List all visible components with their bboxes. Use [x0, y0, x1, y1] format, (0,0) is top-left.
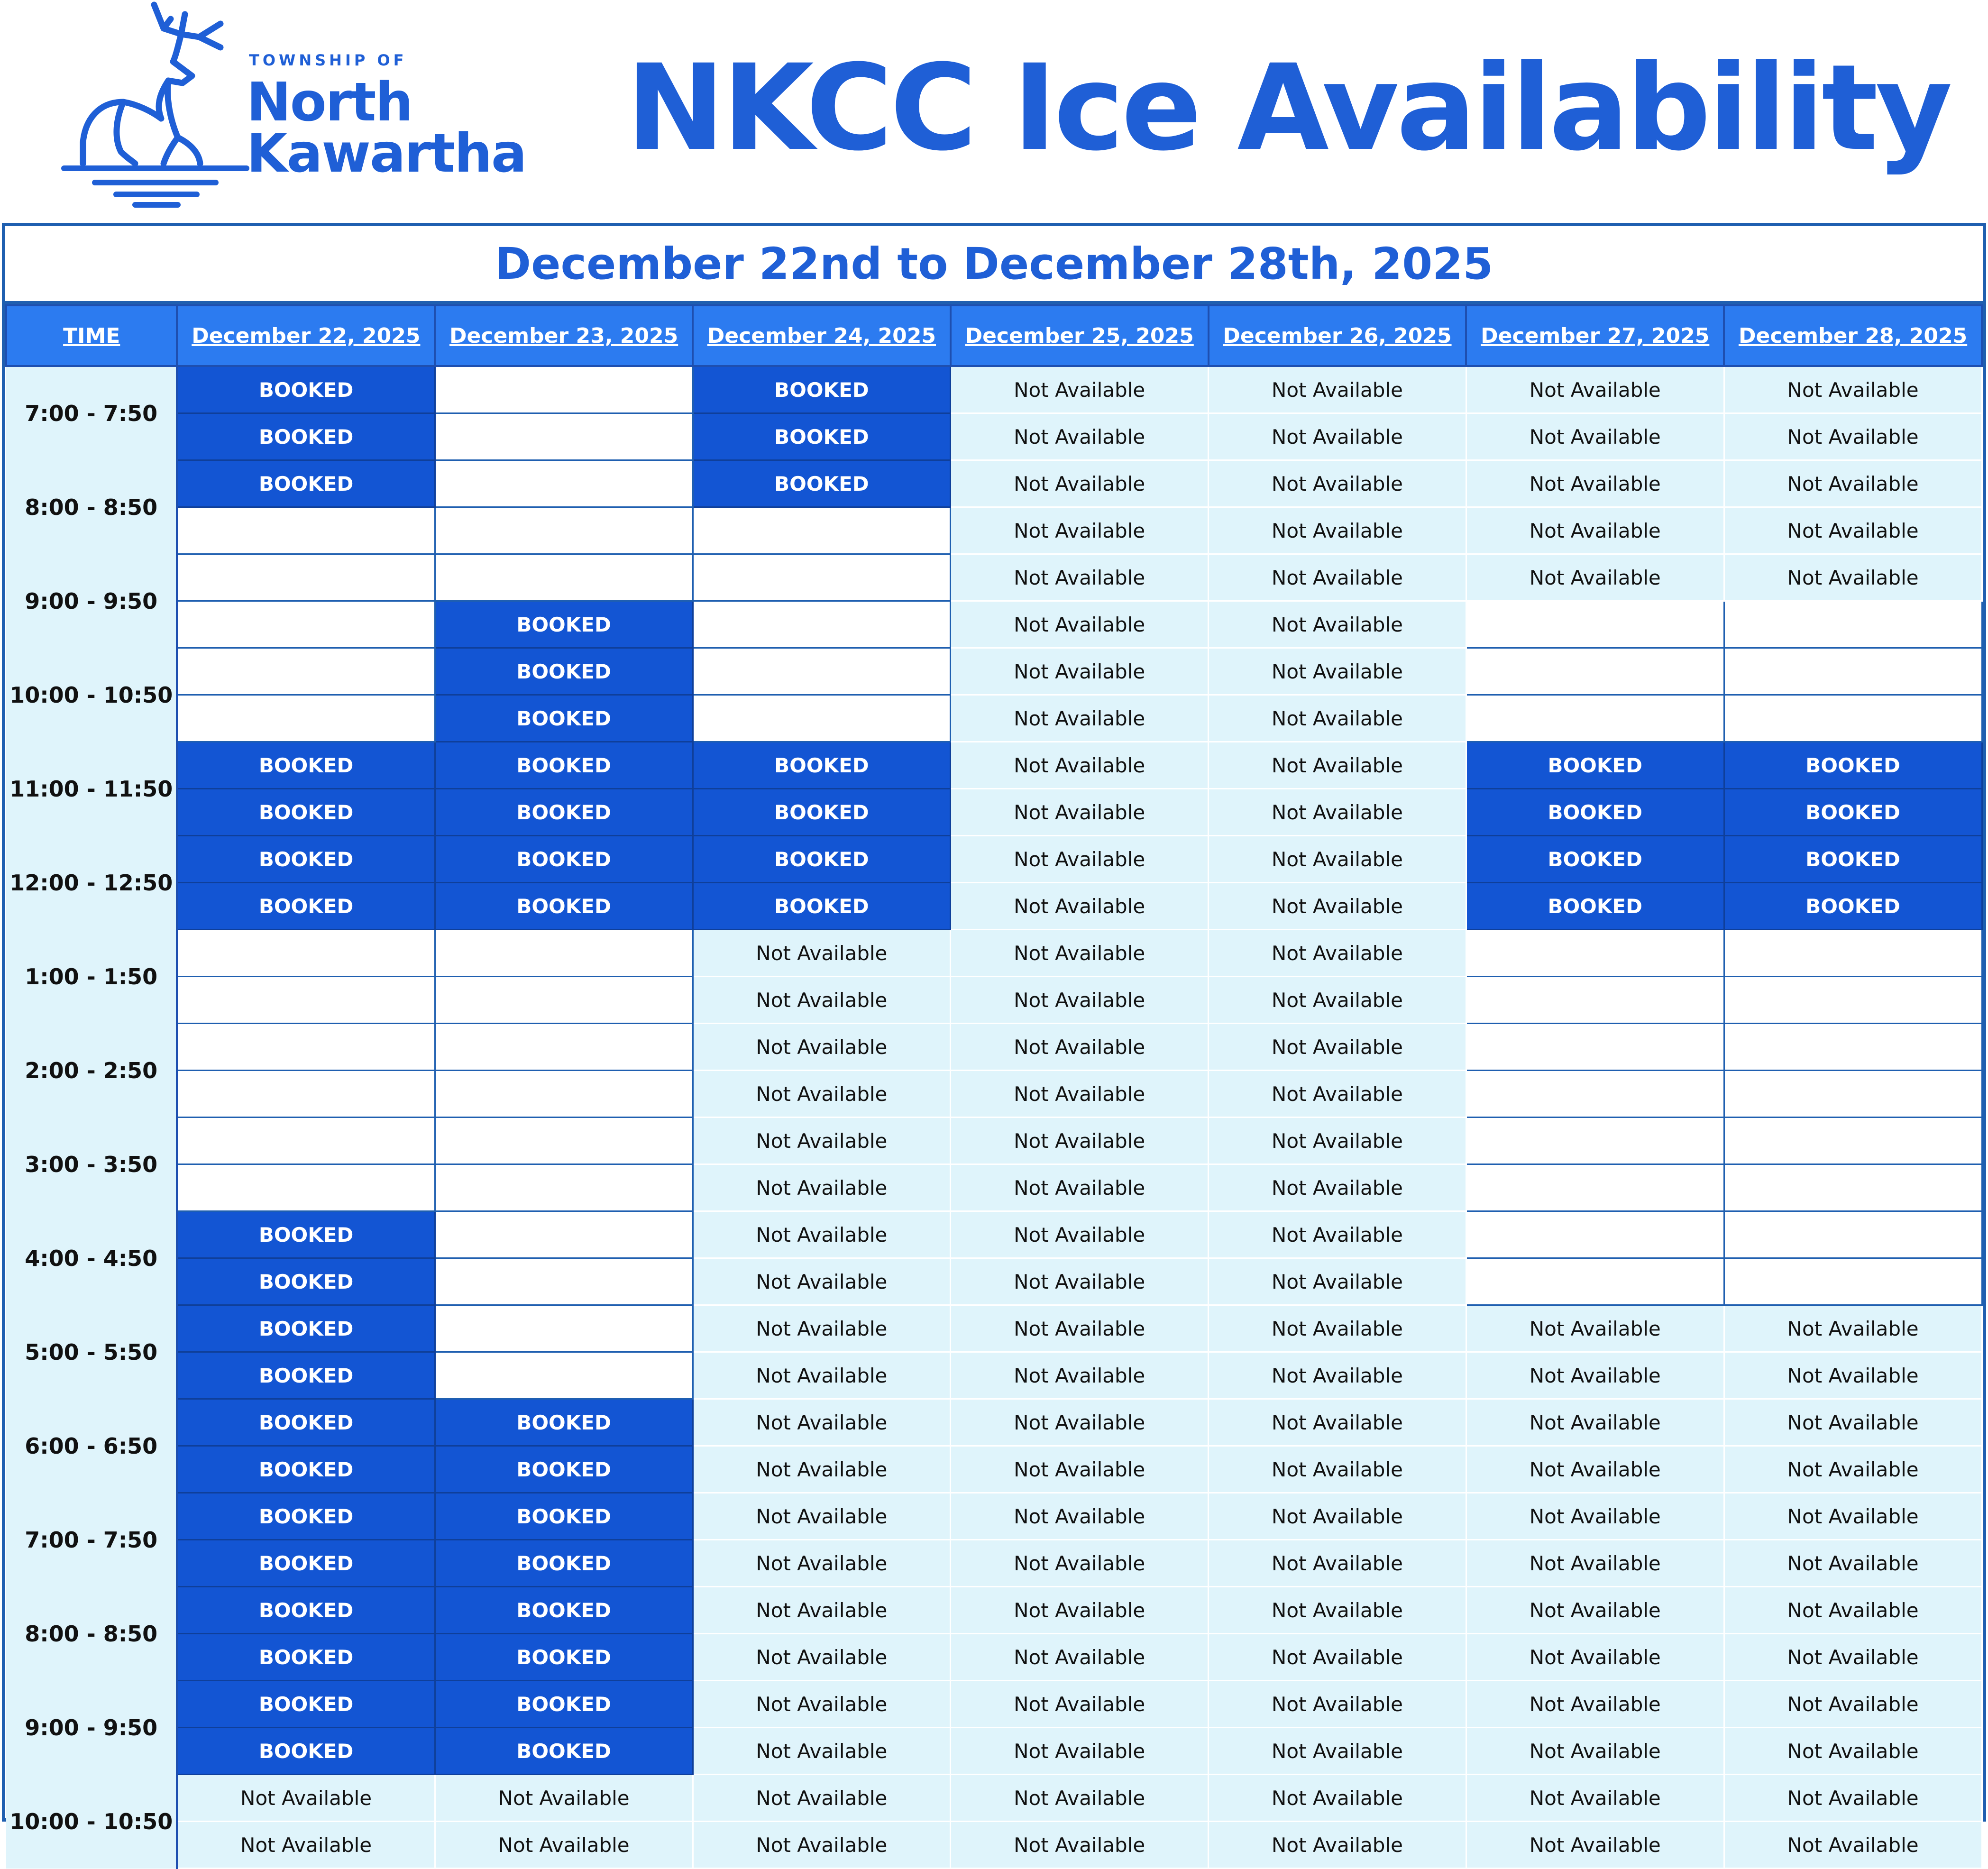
open-slot[interactable]	[435, 460, 693, 507]
schedule-row	[6, 883, 1982, 930]
not-available-slot: Not Available	[1466, 1493, 1724, 1540]
not-available-slot: Not Available	[951, 1024, 1209, 1071]
not-available-slot: Not Available	[1466, 1775, 1724, 1822]
schedule-row	[6, 1775, 1982, 1822]
not-available-slot: Not Available	[951, 460, 1209, 507]
schedule-row	[6, 1540, 1982, 1587]
booked-slot: BOOKED	[693, 460, 951, 507]
open-slot[interactable]	[1466, 1164, 1724, 1211]
schedule-row	[6, 413, 1982, 460]
not-available-slot: Not Available	[951, 1587, 1209, 1634]
not-available-slot: Not Available	[1724, 1587, 1982, 1634]
schedule-row	[6, 742, 1982, 789]
not-available-slot: Not Available	[951, 695, 1209, 742]
not-available-slot: Not Available	[951, 742, 1209, 789]
not-available-slot: Not Available	[951, 1728, 1209, 1775]
booked-slot: BOOKED	[1724, 836, 1982, 883]
not-available-slot: Not Available	[951, 1681, 1209, 1728]
not-available-slot: Not Available	[1209, 742, 1466, 789]
deer-logo-icon	[57, 0, 256, 211]
schedule-row	[6, 1211, 1982, 1258]
booked-slot: BOOKED	[177, 1305, 435, 1352]
not-available-slot: Not Available	[1209, 977, 1466, 1024]
open-slot[interactable]	[693, 695, 951, 742]
open-slot[interactable]	[1724, 1258, 1982, 1305]
not-available-slot: Not Available	[951, 1305, 1209, 1352]
not-available-slot: Not Available	[1209, 1399, 1466, 1446]
open-slot[interactable]	[435, 1352, 693, 1399]
open-slot[interactable]	[1466, 648, 1724, 695]
not-available-slot: Not Available	[693, 1164, 951, 1211]
not-available-slot: Not Available	[1209, 1164, 1466, 1211]
not-available-slot: Not Available	[1724, 554, 1982, 601]
not-available-slot: Not Available	[693, 1024, 951, 1071]
open-slot[interactable]	[435, 413, 693, 460]
booked-slot: BOOKED	[177, 366, 435, 413]
township-name-line2: Kawartha	[247, 123, 526, 184]
schedule-row	[6, 554, 1982, 601]
township-logo	[57, 0, 559, 213]
not-available-slot: Not Available	[1209, 1024, 1466, 1071]
not-available-slot: Not Available	[1724, 413, 1982, 460]
not-available-slot: Not Available	[693, 1118, 951, 1164]
booked-slot: BOOKED	[435, 1634, 693, 1681]
time-block-label: 10:00 - 10:50	[6, 648, 177, 742]
open-slot[interactable]	[1724, 1164, 1982, 1211]
booked-slot: BOOKED	[435, 1493, 693, 1540]
open-slot[interactable]	[177, 648, 435, 695]
booked-slot: BOOKED	[435, 1728, 693, 1775]
not-available-slot: Not Available	[1209, 1540, 1466, 1587]
schedule-row	[6, 1399, 1982, 1446]
schedule-row	[6, 1728, 1982, 1775]
open-slot[interactable]	[1466, 1024, 1724, 1071]
not-available-slot: Not Available	[693, 930, 951, 977]
not-available-slot: Not Available	[1724, 1493, 1982, 1540]
booked-slot: BOOKED	[1724, 789, 1982, 836]
time-block-label: 12:00 - 12:50	[6, 836, 177, 930]
schedule-row	[6, 507, 1982, 554]
open-slot[interactable]	[435, 554, 693, 601]
not-available-slot: Not Available	[1209, 836, 1466, 883]
not-available-slot: Not Available	[951, 1822, 1209, 1869]
open-slot[interactable]	[1466, 695, 1724, 742]
open-slot[interactable]	[177, 601, 435, 648]
not-available-slot: Not Available	[1466, 413, 1724, 460]
booked-slot: BOOKED	[177, 1587, 435, 1634]
schedule-row	[6, 1493, 1982, 1540]
schedule-row	[6, 789, 1982, 836]
not-available-slot: Not Available	[1209, 695, 1466, 742]
schedule-row	[6, 1822, 1982, 1869]
booked-slot: BOOKED	[1724, 742, 1982, 789]
booked-slot: BOOKED	[693, 789, 951, 836]
open-slot[interactable]	[435, 1071, 693, 1118]
booked-slot: BOOKED	[177, 1352, 435, 1399]
open-slot[interactable]	[435, 1305, 693, 1352]
booked-slot: BOOKED	[435, 742, 693, 789]
not-available-slot: Not Available	[693, 1728, 951, 1775]
not-available-slot: Not Available	[1466, 366, 1724, 413]
not-available-slot: Not Available	[1724, 1446, 1982, 1493]
schedule-row	[6, 1305, 1982, 1352]
booked-slot: BOOKED	[177, 883, 435, 930]
booked-slot: BOOKED	[693, 836, 951, 883]
open-slot[interactable]	[177, 1071, 435, 1118]
not-available-slot: Not Available	[1209, 1493, 1466, 1540]
not-available-slot: Not Available	[1209, 1258, 1466, 1305]
not-available-slot: Not Available	[693, 1071, 951, 1118]
not-available-slot: Not Available	[951, 1446, 1209, 1493]
booked-slot: BOOKED	[177, 789, 435, 836]
booked-slot: BOOKED	[1466, 883, 1724, 930]
not-available-slot: Not Available	[1466, 460, 1724, 507]
open-slot[interactable]	[1724, 648, 1982, 695]
day-column-header[interactable]: December 27, 2025	[1466, 305, 1724, 366]
day-column-header[interactable]: December 25, 2025	[951, 305, 1209, 366]
not-available-slot: Not Available	[1209, 413, 1466, 460]
not-available-slot: Not Available	[951, 1211, 1209, 1258]
not-available-slot: Not Available	[1209, 1681, 1466, 1728]
not-available-slot: Not Available	[1466, 1822, 1724, 1869]
not-available-slot: Not Available	[1209, 460, 1466, 507]
not-available-slot: Not Available	[1466, 1540, 1724, 1587]
booked-slot: BOOKED	[1466, 742, 1724, 789]
not-available-slot: Not Available	[693, 1681, 951, 1728]
booked-slot: BOOKED	[435, 1681, 693, 1728]
time-block-label: 8:00 - 8:50	[6, 1587, 177, 1681]
not-available-slot: Not Available	[1466, 1446, 1724, 1493]
booked-slot: BOOKED	[693, 413, 951, 460]
not-available-slot: Not Available	[693, 1634, 951, 1681]
not-available-slot: Not Available	[1724, 460, 1982, 507]
table-header-row	[6, 305, 1982, 366]
booked-slot: BOOKED	[177, 1540, 435, 1587]
open-slot[interactable]	[1724, 695, 1982, 742]
open-slot[interactable]	[435, 977, 693, 1024]
not-available-slot: Not Available	[693, 1305, 951, 1352]
open-slot[interactable]	[435, 507, 693, 554]
not-available-slot: Not Available	[693, 1399, 951, 1446]
not-available-slot: Not Available	[1209, 1775, 1466, 1822]
schedule-row	[6, 836, 1982, 883]
not-available-slot: Not Available	[1466, 1587, 1724, 1634]
open-slot[interactable]	[1466, 1071, 1724, 1118]
not-available-slot: Not Available	[951, 413, 1209, 460]
not-available-slot: Not Available	[1209, 930, 1466, 977]
time-block-label: 3:00 - 3:50	[6, 1118, 177, 1211]
not-available-slot: Not Available	[951, 648, 1209, 695]
booked-slot: BOOKED	[177, 1211, 435, 1258]
booked-slot: BOOKED	[435, 1587, 693, 1634]
not-available-slot: Not Available	[1466, 1305, 1724, 1352]
not-available-slot: Not Available	[1209, 883, 1466, 930]
page-header	[0, 0, 1988, 223]
schedule-row	[6, 695, 1982, 742]
not-available-slot: Not Available	[951, 1352, 1209, 1399]
availability-schedule	[2, 223, 1986, 1857]
week-range-banner: December 22nd to December 28th, 2025	[5, 226, 1983, 304]
not-available-slot: Not Available	[1724, 507, 1982, 554]
schedule-row	[6, 977, 1982, 1024]
schedule-body	[6, 366, 1982, 1869]
booked-slot: BOOKED	[435, 1399, 693, 1446]
booked-slot: BOOKED	[177, 1399, 435, 1446]
not-available-slot: Not Available	[1724, 1775, 1982, 1822]
not-available-slot: Not Available	[1209, 601, 1466, 648]
open-slot[interactable]	[435, 1258, 693, 1305]
booked-slot: BOOKED	[177, 742, 435, 789]
open-slot[interactable]	[1466, 1118, 1724, 1164]
not-available-slot: Not Available	[1724, 1540, 1982, 1587]
open-slot[interactable]	[435, 366, 693, 413]
open-slot[interactable]	[435, 930, 693, 977]
open-slot[interactable]	[177, 695, 435, 742]
schedule-row	[6, 1071, 1982, 1118]
not-available-slot: Not Available	[1466, 1352, 1724, 1399]
open-slot[interactable]	[693, 554, 951, 601]
not-available-slot: Not Available	[1209, 648, 1466, 695]
not-available-slot: Not Available	[693, 977, 951, 1024]
not-available-slot: Not Available	[951, 789, 1209, 836]
not-available-slot: Not Available	[693, 1540, 951, 1587]
booked-slot: BOOKED	[693, 883, 951, 930]
not-available-slot: Not Available	[1724, 366, 1982, 413]
not-available-slot: Not Available	[951, 507, 1209, 554]
not-available-slot: Not Available	[1724, 1352, 1982, 1399]
schedule-row	[6, 366, 1982, 413]
booked-slot: BOOKED	[435, 836, 693, 883]
booked-slot: BOOKED	[177, 1493, 435, 1540]
open-slot[interactable]	[693, 648, 951, 695]
not-available-slot: Not Available	[951, 1118, 1209, 1164]
time-block-label: 1:00 - 1:50	[6, 930, 177, 1024]
not-available-slot: Not Available	[1466, 1681, 1724, 1728]
open-slot[interactable]	[435, 1024, 693, 1071]
not-available-slot: Not Available	[1209, 1728, 1466, 1775]
time-block-label: 10:00 - 10:50	[6, 1775, 177, 1869]
time-block-label: 11:00 - 11:50	[6, 742, 177, 836]
booked-slot: BOOKED	[435, 883, 693, 930]
not-available-slot: Not Available	[693, 1775, 951, 1822]
open-slot[interactable]	[1724, 601, 1982, 648]
open-slot[interactable]	[1724, 1118, 1982, 1164]
not-available-slot: Not Available	[1209, 1446, 1466, 1493]
open-slot[interactable]	[1466, 1211, 1724, 1258]
not-available-slot: Not Available	[1209, 507, 1466, 554]
page-title: NKCC Ice Availability	[626, 39, 1950, 177]
open-slot[interactable]	[177, 1164, 435, 1211]
not-available-slot: Not Available	[1724, 1681, 1982, 1728]
open-slot[interactable]	[1466, 977, 1724, 1024]
open-slot[interactable]	[177, 1024, 435, 1071]
not-available-slot: Not Available	[1209, 1071, 1466, 1118]
not-available-slot: Not Available	[951, 1775, 1209, 1822]
not-available-slot: Not Available	[951, 1258, 1209, 1305]
booked-slot: BOOKED	[693, 366, 951, 413]
open-slot[interactable]	[1466, 1258, 1724, 1305]
not-available-slot: Not Available	[951, 977, 1209, 1024]
time-column-header[interactable]: TIME	[6, 305, 177, 366]
day-column-header[interactable]: December 28, 2025	[1724, 305, 1982, 366]
booked-slot: BOOKED	[177, 1634, 435, 1681]
open-slot[interactable]	[1466, 601, 1724, 648]
not-available-slot: Not Available	[951, 1540, 1209, 1587]
booked-slot: BOOKED	[177, 836, 435, 883]
schedule-row	[6, 1258, 1982, 1305]
open-slot[interactable]	[1466, 930, 1724, 977]
open-slot[interactable]	[1724, 930, 1982, 977]
day-column-header[interactable]: December 22, 2025	[177, 305, 435, 366]
booked-slot: BOOKED	[435, 601, 693, 648]
not-available-slot: Not Available	[1209, 1118, 1466, 1164]
booked-slot: BOOKED	[435, 1540, 693, 1587]
not-available-slot: Not Available	[693, 1587, 951, 1634]
schedule-row	[6, 1681, 1982, 1728]
not-available-slot: Not Available	[951, 883, 1209, 930]
time-block-label: 6:00 - 6:50	[6, 1399, 177, 1493]
township-prefix: TOWNSHIP OF	[249, 51, 407, 69]
not-available-slot: Not Available	[951, 601, 1209, 648]
booked-slot: BOOKED	[693, 742, 951, 789]
not-available-slot: Not Available	[1209, 1634, 1466, 1681]
open-slot[interactable]	[1724, 1024, 1982, 1071]
not-available-slot: Not Available	[951, 1164, 1209, 1211]
booked-slot: BOOKED	[177, 1681, 435, 1728]
not-available-slot: Not Available	[435, 1822, 693, 1869]
not-available-slot: Not Available	[1724, 1399, 1982, 1446]
not-available-slot: Not Available	[951, 836, 1209, 883]
booked-slot: BOOKED	[1466, 836, 1724, 883]
not-available-slot: Not Available	[693, 1493, 951, 1540]
not-available-slot: Not Available	[1724, 1728, 1982, 1775]
not-available-slot: Not Available	[1466, 1634, 1724, 1681]
not-available-slot: Not Available	[1466, 554, 1724, 601]
booked-slot: BOOKED	[177, 413, 435, 460]
not-available-slot: Not Available	[951, 366, 1209, 413]
not-available-slot: Not Available	[1209, 1587, 1466, 1634]
booked-slot: BOOKED	[177, 460, 435, 507]
booked-slot: BOOKED	[177, 1728, 435, 1775]
time-block-label: 2:00 - 2:50	[6, 1024, 177, 1118]
booked-slot: BOOKED	[1466, 789, 1724, 836]
time-block-label: 5:00 - 5:50	[6, 1305, 177, 1399]
time-block-label: 9:00 - 9:50	[6, 554, 177, 648]
open-slot[interactable]	[693, 507, 951, 554]
open-slot[interactable]	[177, 930, 435, 977]
day-column-header[interactable]: December 26, 2025	[1209, 305, 1466, 366]
open-slot[interactable]	[177, 1118, 435, 1164]
time-block-label: 4:00 - 4:50	[6, 1211, 177, 1305]
schedule-row	[6, 930, 1982, 977]
not-available-slot: Not Available	[1209, 1822, 1466, 1869]
not-available-slot: Not Available	[1209, 1305, 1466, 1352]
booked-slot: BOOKED	[1724, 883, 1982, 930]
booked-slot: BOOKED	[435, 789, 693, 836]
open-slot[interactable]	[177, 507, 435, 554]
booked-slot: BOOKED	[177, 1258, 435, 1305]
not-available-slot: Not Available	[693, 1258, 951, 1305]
not-available-slot: Not Available	[1209, 554, 1466, 601]
not-available-slot: Not Available	[951, 1634, 1209, 1681]
not-available-slot: Not Available	[951, 930, 1209, 977]
booked-slot: BOOKED	[435, 695, 693, 742]
open-slot[interactable]	[435, 1164, 693, 1211]
time-block-label: 7:00 - 7:50	[6, 366, 177, 460]
availability-table	[5, 304, 1983, 1869]
not-available-slot: Not Available	[1466, 1728, 1724, 1775]
schedule-row	[6, 1118, 1982, 1164]
schedule-row	[6, 1446, 1982, 1493]
not-available-slot: Not Available	[1209, 1352, 1466, 1399]
not-available-slot: Not Available	[693, 1446, 951, 1493]
schedule-row	[6, 601, 1982, 648]
not-available-slot: Not Available	[693, 1822, 951, 1869]
open-slot[interactable]	[693, 601, 951, 648]
not-available-slot: Not Available	[177, 1775, 435, 1822]
not-available-slot: Not Available	[951, 1399, 1209, 1446]
not-available-slot: Not Available	[693, 1211, 951, 1258]
not-available-slot: Not Available	[951, 1493, 1209, 1540]
day-column-header[interactable]: December 24, 2025	[693, 305, 951, 366]
not-available-slot: Not Available	[1724, 1634, 1982, 1681]
open-slot[interactable]	[435, 1118, 693, 1164]
time-block-label: 9:00 - 9:50	[6, 1681, 177, 1775]
schedule-row	[6, 1587, 1982, 1634]
time-block-label: 8:00 - 8:50	[6, 460, 177, 554]
not-available-slot: Not Available	[951, 554, 1209, 601]
not-available-slot: Not Available	[1209, 366, 1466, 413]
not-available-slot: Not Available	[951, 1071, 1209, 1118]
schedule-row	[6, 648, 1982, 695]
open-slot[interactable]	[177, 977, 435, 1024]
open-slot[interactable]	[177, 554, 435, 601]
not-available-slot: Not Available	[1209, 1211, 1466, 1258]
not-available-slot: Not Available	[693, 1352, 951, 1399]
time-block-label: 7:00 - 7:50	[6, 1493, 177, 1587]
schedule-row	[6, 460, 1982, 507]
day-column-header[interactable]: December 23, 2025	[435, 305, 693, 366]
booked-slot: BOOKED	[435, 1446, 693, 1493]
schedule-row	[6, 1634, 1982, 1681]
schedule-row	[6, 1352, 1982, 1399]
open-slot[interactable]	[435, 1211, 693, 1258]
not-available-slot: Not Available	[1466, 1399, 1724, 1446]
not-available-slot: Not Available	[1466, 507, 1724, 554]
not-available-slot: Not Available	[435, 1775, 693, 1822]
open-slot[interactable]	[1724, 1071, 1982, 1118]
booked-slot: BOOKED	[435, 648, 693, 695]
not-available-slot: Not Available	[1724, 1305, 1982, 1352]
schedule-row	[6, 1024, 1982, 1071]
not-available-slot: Not Available	[1209, 789, 1466, 836]
open-slot[interactable]	[1724, 1211, 1982, 1258]
schedule-row	[6, 1164, 1982, 1211]
open-slot[interactable]	[1724, 977, 1982, 1024]
township-name-line1: North	[247, 72, 412, 133]
not-available-slot: Not Available	[1724, 1822, 1982, 1869]
booked-slot: BOOKED	[177, 1446, 435, 1493]
not-available-slot: Not Available	[177, 1822, 435, 1869]
